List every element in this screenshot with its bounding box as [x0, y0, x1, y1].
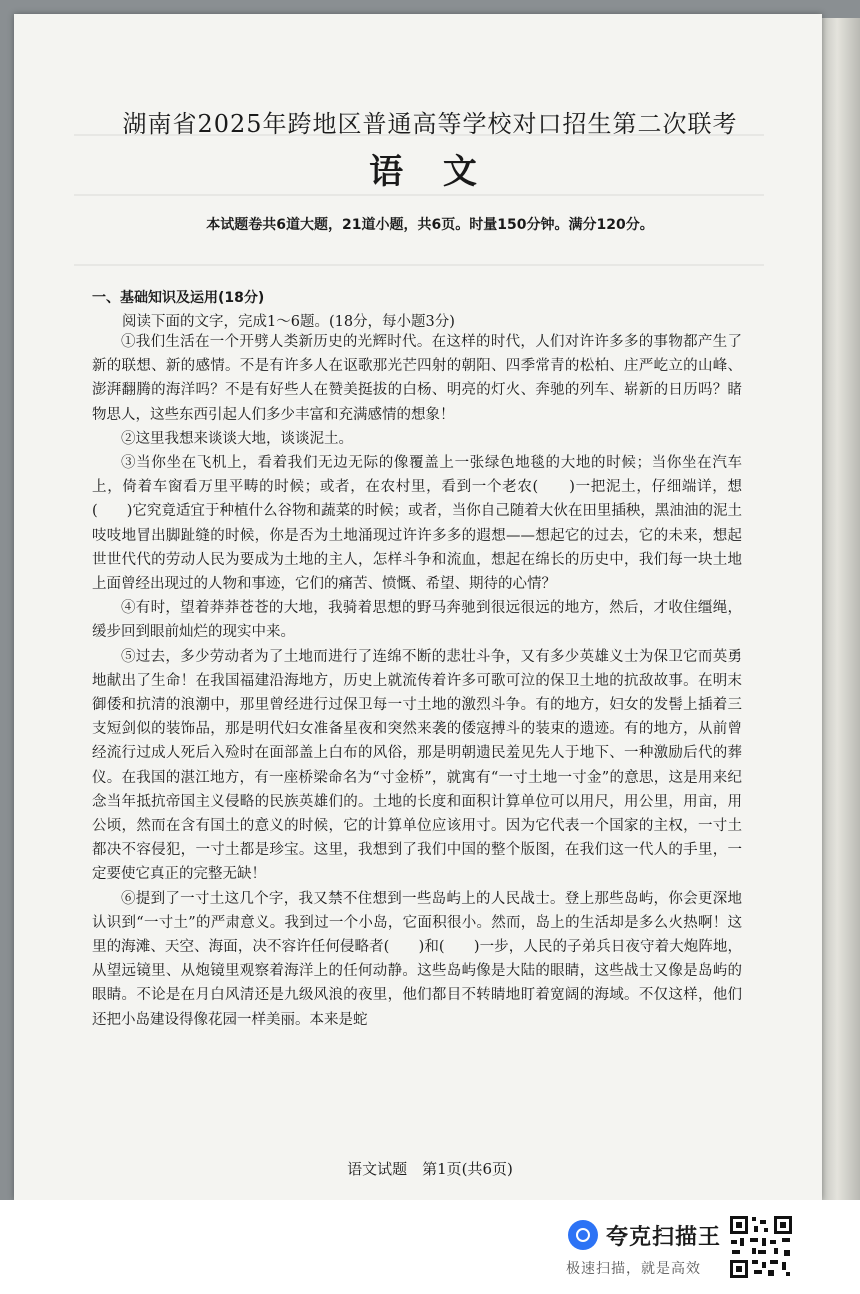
exam-title: 湖南省2025年跨地区普通高等学校对口招生第二次联考	[122, 110, 738, 138]
watermark-app-name: 夸克扫描王	[606, 1225, 722, 1250]
scanner-watermark	[562, 1212, 732, 1282]
subject-title: 语 文	[369, 152, 491, 192]
reading-instruction: 阅读下面的文字，完成1～6题。(18分，每小题3分)	[122, 314, 455, 330]
paragraph-4: ④有时，望着莽莽苍苍的大地，我骑着思想的野马奔驰到很远很远的地方，然后，才收住缰绳，缓步回到眼前灿烂的现实中来。	[92, 600, 742, 641]
reading-passage	[92, 330, 742, 1032]
section-heading: 一、基础知识及运用(18分)	[92, 290, 265, 306]
paragraph-5: ⑤过去，多少劳动者为了土地而进行了连绵不断的悲壮斗争，又有多少英雄义士为保卫它而英勇地献出了生命！在我国福建沿海地方，历史上就流传着许多可歌可泣的保卫土地的抗敌故事。在明末御倭和抗清的浪潮中，那里曾经进行过保卫每一寸土地的激烈斗争。有的地方，妇女的发髻上插着三支短剑似的装饰品，那是明代妇女准备星夜和突然来袭的倭寇搏斗的装束的遗迹。有的地方，从前曾经流行过成人死后入殓时在面部盖上白布的风俗，那是明朝遗民羞见先人于地下、一种激励后代的葬仪。在我国的湛江地方，有一座桥梁命名为“寸金桥”，就寓有“一寸土地一寸金”的意思，这是用来纪念当年抵抗帝国主义侵略的民族英雄们的。土地的长度和面积计算单位可以用尺，用公里，用亩，用公顷，然而在含有国土的意义的时候，它的计算单位应该用寸。因为它代表一个国家的主权，一寸土都决不容侵犯，一寸土都是珍宝。这里，我想到了我们中国的整个版图，在我们这一代人的手里，一定要使它真正的完整无缺！	[92, 648, 742, 883]
paragraph-1: ①我们生活在一个开劈人类新历史的光辉时代。在这样的时代，人们对许许多多的事物都产生了新的联想、新的感情。不是有许多人在讴歌那光芒四射的朝阳、四季常青的松柏、庄严屹立的山峰、澎湃翻腾的海洋吗？不是有好些人在赞美挺拔的白杨、明亮的灯火、奔驰的列车、崭新的日历吗？睹物思人，这些东西引起人们多少丰富和充满感情的想象！	[92, 334, 742, 423]
paragraph-3: ③当你坐在飞机上，看着我们无边无际的像覆盖上一张绿色地毯的大地的时候；当你坐在汽车上，倚着车窗看万里平畴的时候；或者，在农村里，看到一个老农( )一把泥土，仔细端详，想( )它究竟适宜于种植什么谷物和蔬菜的时候；或者，当你自己随着大伙在田里插秧，黑油油的泥土吱吱地冒出脚趾缝的时候，你是否为土地涌现过许许多多的遐想——想起它的过去，它的未来，想起世世代代的劳动人民为要成为土地的主人，怎样斗争和流血，想起在绵长的历史中，我们每一块土地上面曾经出现过的人物和事迹，它们的痛苦、愤慨、希望、期待的心情？	[92, 455, 742, 593]
exam-info: 本试题卷共6道大题，21道小题，共6页。时量150分钟。满分120分。	[206, 217, 654, 233]
bleed-through-line	[74, 264, 764, 266]
watermark-slogan: 极速扫描，就是高效	[566, 1261, 701, 1277]
paragraph-2: ②这里我想来谈谈大地，谈谈泥土。	[121, 430, 353, 447]
page-edge	[822, 18, 860, 1200]
quark-logo-icon	[568, 1220, 598, 1250]
qr-code-icon	[728, 1214, 794, 1280]
paragraph-6: ⑥提到了一寸土这几个字，我又禁不住想到一些岛屿上的人民战士。登上那些岛屿，你会更深地认识到“一寸土”的严肃意义。我到过一个小岛，它面积很小。然而，岛上的生活却是多么火热啊！这里的海滩、天空、海面，决不容许任何侵略者( )和( )一步，人民的子弟兵日夜守着大炮阵地，从望远镜里、从炮镜里观察着海洋上的任何动静。这些岛屿像是大陆的眼睛，这些战士又像是岛屿的眼睛。不论是在月白风清还是九级风浪的夜里，他们都目不转睛地盯着宽阔的海域。不仅这样，他们还把小岛建设得像花园一样美丽。本来是蛇	[92, 890, 742, 1028]
bleed-through-line	[74, 194, 764, 196]
page-footer: 语文试题 第1页(共6页)	[347, 1160, 513, 1178]
